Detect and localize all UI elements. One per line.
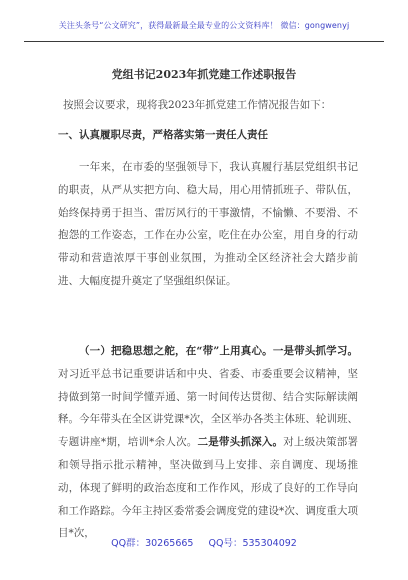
intro-paragraph: 按照会议要求，现将我2023年抓党建工作情况报告如下： xyxy=(63,99,332,111)
header-note: 关注头条号“公文研究”，获得最新最全最专业的公文资料库！ 微信：gongwenyj xyxy=(58,21,350,30)
point1-label: 一是带头抓学习。 xyxy=(272,345,358,357)
document-title: 党组书记2023年抓党建工作述职报告 xyxy=(111,68,297,81)
footer-contact xyxy=(0,535,408,549)
qq-group-number: QQ群：30265665 xyxy=(111,538,194,549)
section-heading: 一、认真履职尽责，严格落实第一责任人责任 xyxy=(58,129,268,141)
qq-number: QQ号：535304092 xyxy=(208,538,297,549)
subsection-paragraph xyxy=(58,340,358,545)
header-divider xyxy=(24,41,384,42)
point2-text: 对上级决策部署和领导指示批示精神，坚决做到马上安排、亲自调度、现场推动，体现了鲜明的政治态度和工作作风，形成了良好的工作导向和工作路踪。今年主持区委常委会调度党的建设*次、调度重大项目*次， xyxy=(58,436,359,540)
point2-label: 二是带头抓深入。 xyxy=(197,436,284,449)
point1-text: 对习近平总书记重要讲话和中央、省委、市委重要会议精神，坚持做到第一时间学懂弄通、第一时间传达贯彻、结合实际解读阐释。今年带头在全区讲党课*次，全区举办各类主体班、轮训班、专题讲座*期，培训*余人次。 xyxy=(58,367,358,449)
subsection-heading: （一）把稳思想之舵，在“带”上用真心。 xyxy=(79,345,273,357)
section-body-paragraph: 一年来，在市委的坚强领导下，我认真履行基层党组织书记的职责，从严从实把方向、稳大局，用心用情抓班子、带队伍，始终保持勇于担当、雷厉风行的干事激情，不愉懒、不要滑、不抱怨的工作姿态，工作在办公室，吃住在办公室，用自身的行动带动和营造浓厚干事创业氛围，为推动全区经济社会大踏步前进、大幅度提升奠定了坚强组织保证。 xyxy=(58,161,358,287)
